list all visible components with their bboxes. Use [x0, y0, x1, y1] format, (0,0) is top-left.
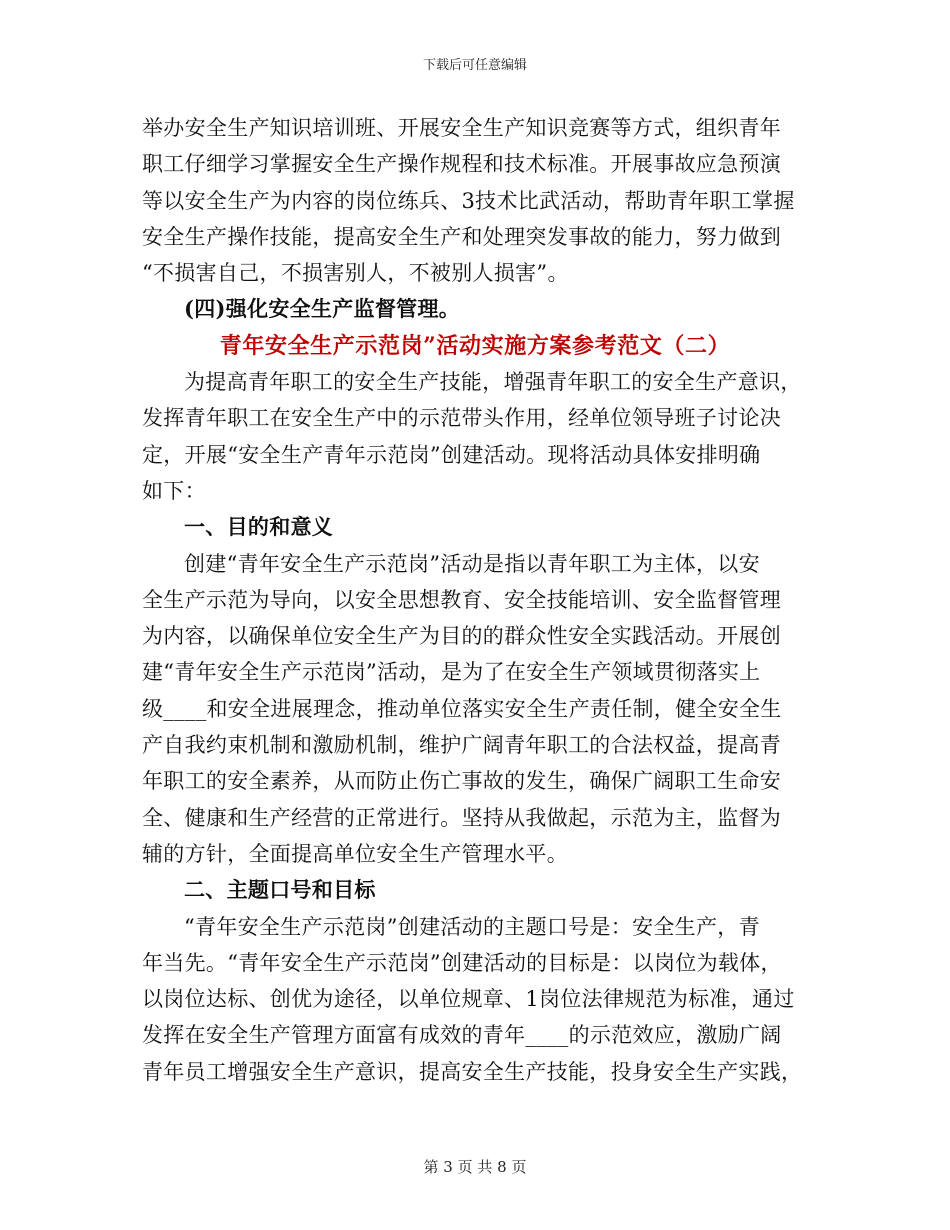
- body-line: 职工仔细学习掌握安全生产操作规程和技术标准。开展事故应急预演: [142, 152, 781, 177]
- document-body: [142, 110, 808, 1090]
- page-header: 下载后可任意编辑: [422, 58, 527, 73]
- body-line: 等以安全生产为内容的岗位练兵、3技术比武活动，帮助青年职工掌握: [142, 188, 795, 213]
- body-line: 发挥青年职工在安全生产中的示范带头作用，经单位领导班子讨论决: [142, 406, 781, 431]
- body-line: 如下：: [142, 478, 206, 503]
- page-footer: 第 3 页 共 8 页: [423, 1158, 527, 1176]
- body-line: 产自我约束机制和激励机制，维护广阔青年职工的合法权益，提高青: [142, 733, 781, 758]
- section-heading: (四)强化安全生产监督管理。: [184, 296, 461, 322]
- body-line: 年职工的安全素养，从而防止伤亡事故的发生，确保广阔职工生命安: [142, 769, 781, 794]
- body-line: 年当先。“青年安全生产示范岗”创建活动的目标是：以岗位为载体，: [142, 950, 782, 975]
- body-line: 安全生产操作技能，提高安全生产和处理突发事故的能力，努力做到: [142, 224, 781, 249]
- body-line: 全生产示范为导向，以安全思想教育、安全技能培训、安全监督管理: [142, 587, 781, 612]
- body-line: 全、健康和生产经营的正常进行。坚持从我做起，示范为主，监督为: [142, 805, 781, 830]
- body-line: “不损害自己，不损害别人，不被别人损害”。: [142, 261, 569, 286]
- body-line: 建“青年安全生产示范岗”活动，是为了在安全生产领域贯彻落实上: [142, 660, 761, 685]
- section-heading: 二、主题口号和目标: [184, 877, 376, 903]
- body-line: 举办安全生产知识培训班、开展安全生产知识竞赛等方式，组织青年: [142, 116, 781, 140]
- section-heading: 一、目的和意义: [184, 514, 334, 540]
- body-line: 级____和安全进展理念，推动单位落实安全生产责任制，健全安全生: [142, 696, 782, 721]
- document-title: 青年安全生产示范岗”活动实施方案参考范文（二）: [219, 332, 731, 359]
- body-line: “青年安全生产示范岗”创建活动的主题口号是：安全生产，青: [184, 914, 760, 939]
- body-line: 为内容，以确保单位安全生产为目的的群众性安全实践活动。开展创: [142, 624, 781, 649]
- body-line: 创建“青年安全生产示范岗”活动是指以青年职工为主体，以安: [184, 551, 760, 576]
- body-line: 为提高青年职工的安全生产技能，增强青年职工的安全生产意识，: [184, 370, 802, 395]
- body-line: 青年员工增强安全生产意识，提高安全生产技能，投身安全生产实践，: [142, 1059, 803, 1084]
- body-line: 定，开展“安全生产青年示范岗”创建活动。现将活动具体安排明确: [142, 442, 761, 467]
- body-line: 发挥在安全生产管理方面富有成效的青年____的示范效应，激励广阔: [142, 1023, 782, 1048]
- body-line: 以岗位达标、创优为途径，以单位规章、1岗位法律规范为标准，通过: [142, 987, 795, 1012]
- body-line: 辅的方针，全面提高单位安全生产管理水平。: [142, 841, 568, 866]
